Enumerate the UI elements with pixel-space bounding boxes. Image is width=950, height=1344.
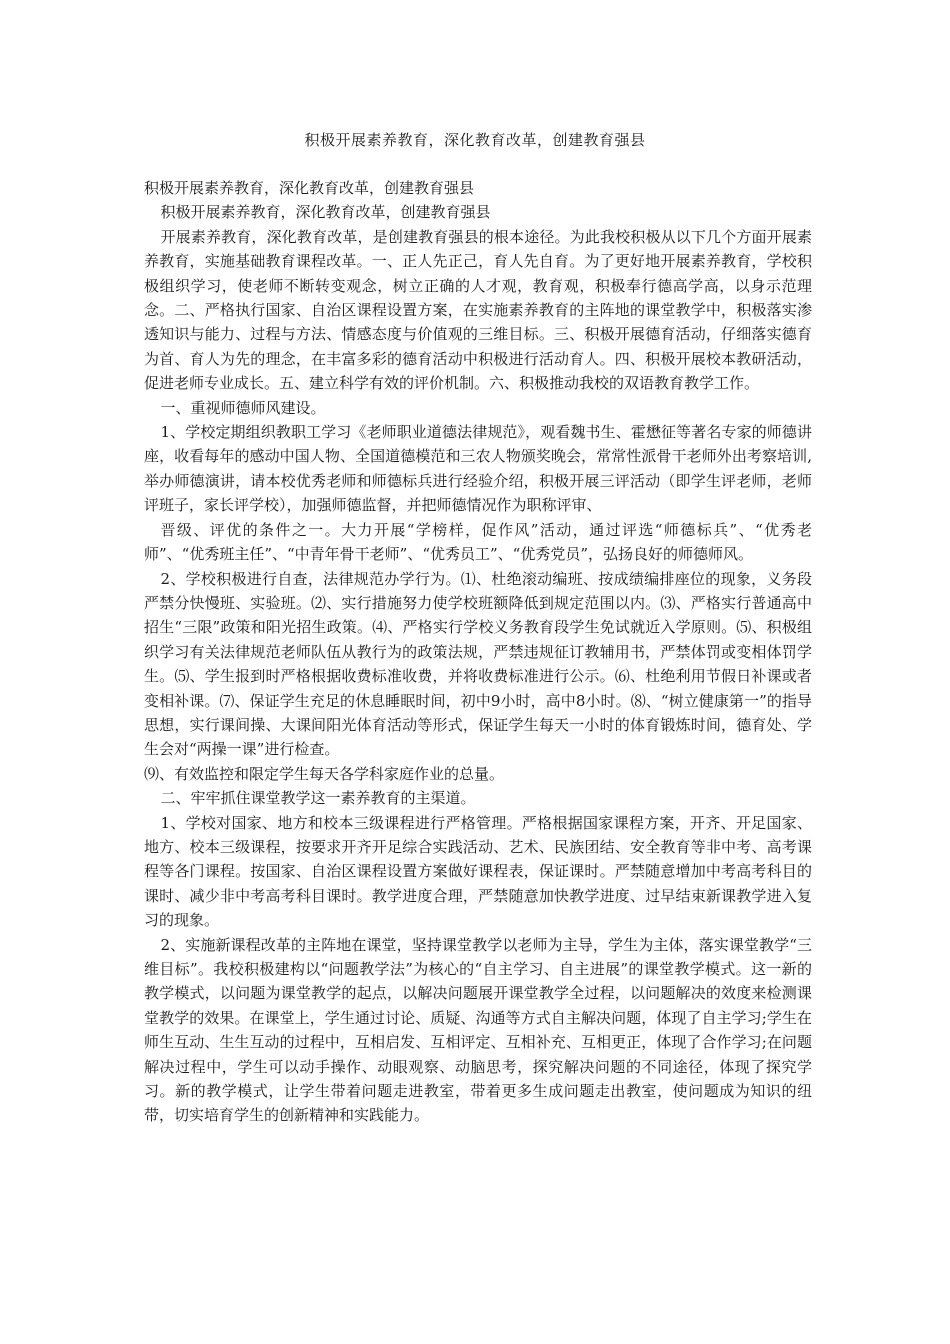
document-title: 积极开展素养教育，深化教育改革，创建教育强县 [304, 131, 646, 149]
paragraph-heading-repeat: 积极开展素养教育，深化教育改革，创建教育强县 [144, 179, 475, 197]
paragraph: 2、实施新课程改革的主阵地在课堂，坚持课堂教学以老师为主导，学生为主体，落实课堂教学“三维目标”。我校积极建构以“问题教学法”为核心的“自主学习、自主进展”的课堂教学模式。这一新的教学模式，以问题为课堂教学的起点，以解决问题展开课堂教学全过程，以问题解决的效度来检测课堂教学的效果。在课堂上，学生通过讨论、质疑、沟通等方式自主解决问题，体现了自主学习;学生在师生互动、生生互动的过程中，互相启发、互相评定、互相补充、互相更正，体现了合作学习;在问题解决过程中，学生可以动手操作、动眼观察、动脑思考，探究解决问题的不同途径，体现了探究学习。新的教学模式，让学生带着问题走进教室，带着更多生成问题走出教室，使问题成为知识的纽带，切实培育学生的创新精神和实践能力。 [144, 935, 812, 1125]
section-heading: 二、牢牢抓住课堂教学这一素养教育的主渠道。 [160, 789, 476, 808]
paragraph: 2、学校积极进行自查，法律规范办学行为。⑴、杜绝滚动编班、按成绩编排座位的现象，义务段严禁分快慢班、实验班。⑵、实行措施努力使学校班额降低到规定范围以内。⑶、严格实行普通高中招生“三限”政策和阳光招生政策。⑷、严格实行学校义务教育段学生免试就近入学原则。⑸、积极组织学习有关法律规范老师队伍从教行为的政策法规，严禁违规征订教辅用书，严禁体罚或变相体罚学生。⑸、学生报到时严格根据收费标准收费，并将收费标准进行公示。⑹、杜绝利用节假日补课或者变相补课。⑺、保证学生充足的休息睡眠时间，初中9小时，高中8小时。⑻、“树立健康第一”的指导思想，实行课间操、大课间阳光体育活动等形式，保证学生每天一小时的体育锻炼时间，德育处、学生会对“两操一课”进行检查。 [144, 569, 812, 759]
paragraph: ⑼、有效监控和限定学生每天各学科家庭作业的总量。 [144, 764, 505, 783]
section-heading: 一、重视师德师风建设。 [160, 398, 326, 417]
paragraph: 1、学校定期组织教职工学习《老师职业道德法律规范》，观看魏书生、霍懋征等著名专家的师德讲座，收看每年的感动中国人物、全国道德模范和三农人物颁奖晚会，常常性派骨干老师外出考察培训,举办师德演讲，请本校优秀老师和师德标兵进行经验介绍，积极开展三评活动（即学生评老师，老师评班子，家长评学校），加强师德监督，并把师德情况作为职称评审、 [144, 423, 812, 515]
document-body [144, 176, 812, 1128]
paragraph-heading-repeat-indented: 积极开展素养教育，深化教育改革，创建教育强县 [160, 203, 491, 222]
paragraph-intro: 开展素养教育，深化教育改革，是创建教育强县的根本途径。为此我校积极从以下几个方面开展素养教育，实施基础教育课程改革。一、正人先正己，育人先自育。为了更好地开展素养教育，学校积极组织学习，使老师不断转变观念，树立正确的人才观，教育观，积极奉行德高学高，以身示范理念。二、严格执行国家、自治区课程设置方案，在实施素养教育的主阵地的课堂教学中，积极落实渗透知识与能力、过程与方法、情感态度与价值观的三维目标。三、积极开展德育活动，仔细落实德育为首、育人为先的理念，在丰富多彩的德育活动中积极进行活动育人。四、积极开展校本教研活动，促进老师专业成长。五、建立科学有效的评价机制。六、积极推动我校的双语教育教学工作。 [144, 227, 812, 393]
paragraph: 晋级、评优的条件之一。大力开展“学榜样，促作风”活动，通过评选“师德标兵”、“优秀老师”、“优秀班主任”、“中青年骨干老师”、“优秀员工”、“优秀党员”，弘扬良好的师德师风。 [144, 520, 812, 564]
paragraph: 1、学校对国家、地方和校本三级课程进行严格管理。严格根据国家课程方案，开齐、开足国家、地方、校本三级课程，按要求开齐开足综合实践活动、艺术、民族团结、安全教育等非中考、高考课程等各门课程。按国家、自治区课程设置方案做好课程表，保证课时。严禁随意增加中考高考科目的课时、减少非中考高考科目课时。教学进度合理，严禁随意加快教学进度、过早结束新课教学进入复习的现象。 [144, 813, 812, 930]
